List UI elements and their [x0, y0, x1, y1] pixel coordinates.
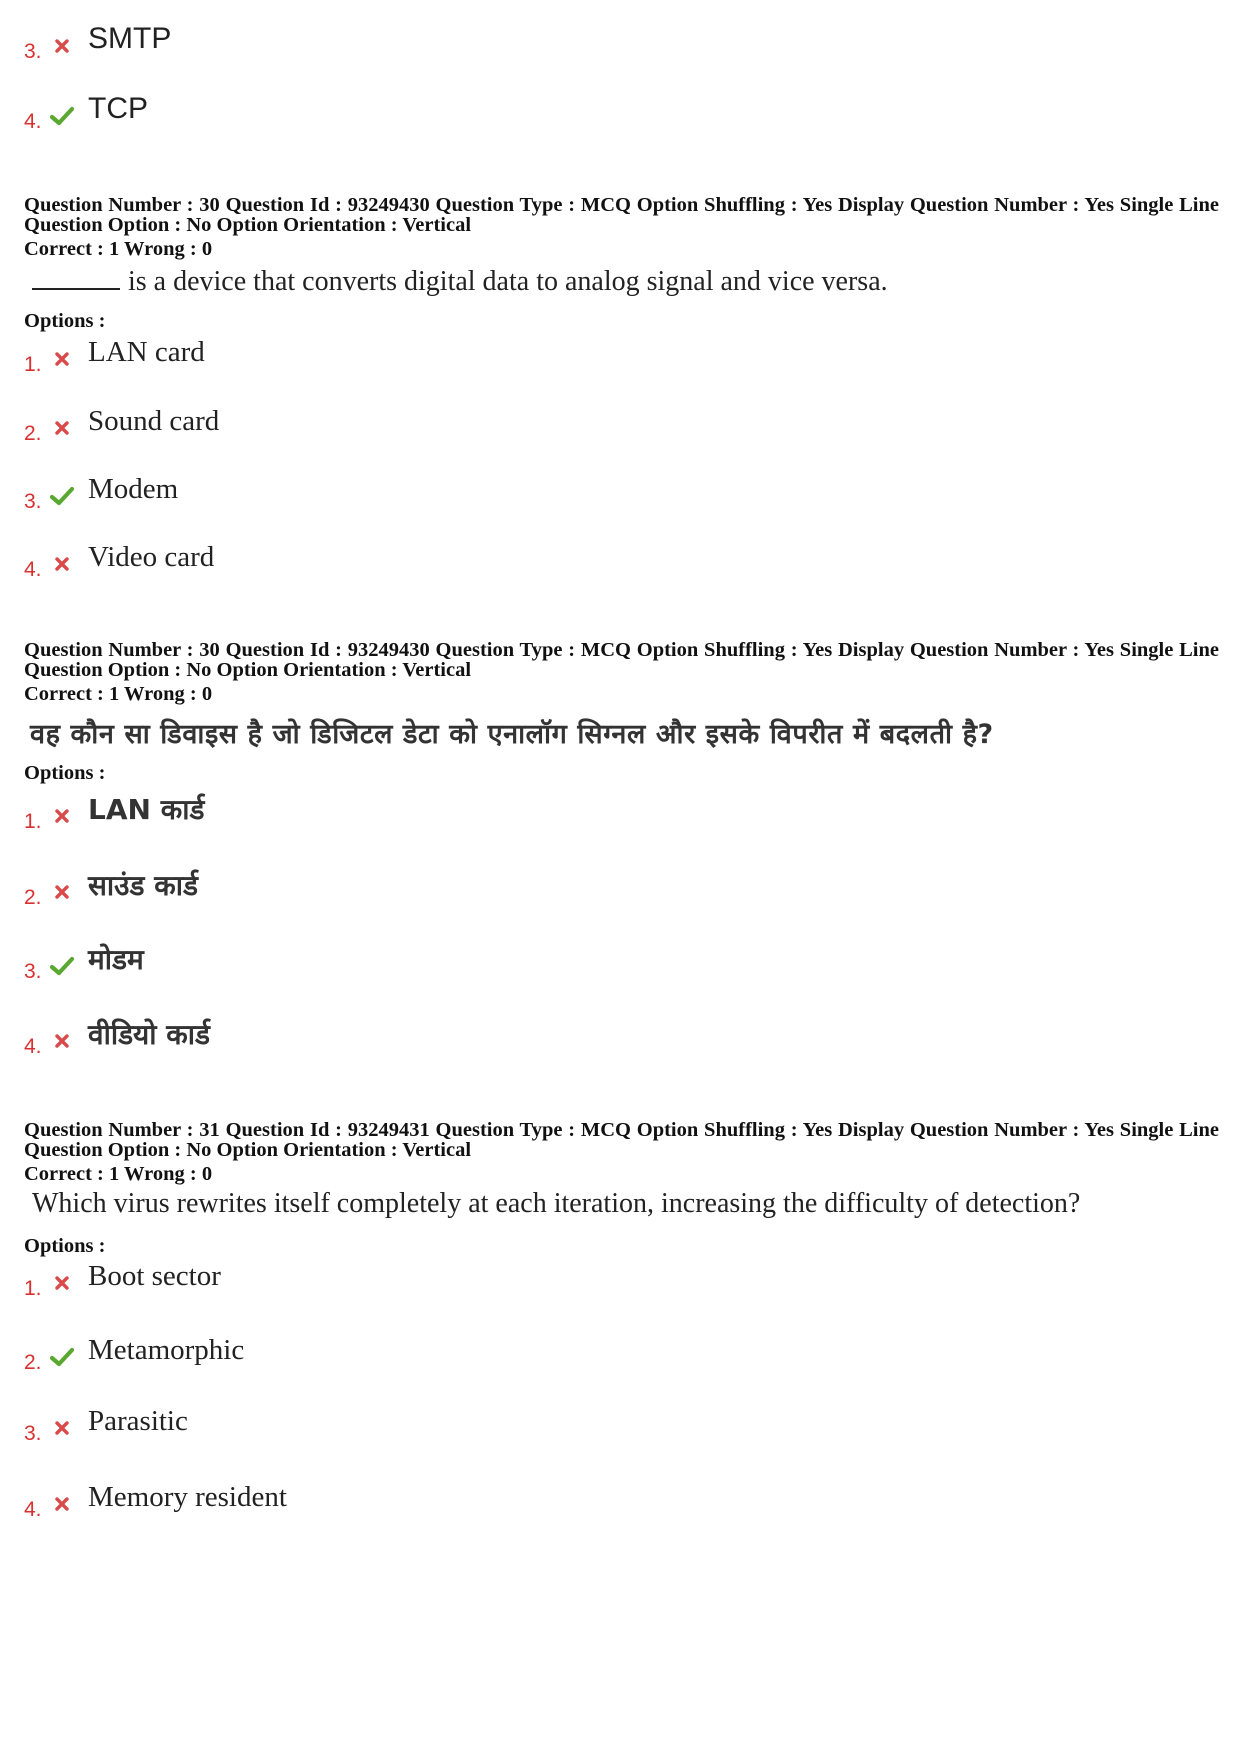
- option-text: TCP: [88, 92, 148, 125]
- cross-icon: [48, 414, 76, 442]
- option-row: [24, 470, 178, 514]
- option-text: Boot sector: [88, 1260, 221, 1292]
- question-score: Correct : 1 Wrong : 0: [24, 1163, 213, 1185]
- option-number: 3.: [24, 1422, 42, 1445]
- cross-icon: [48, 550, 76, 578]
- options-label: Options :: [24, 762, 106, 784]
- option-row: [24, 1478, 287, 1522]
- checkmark-icon: [48, 102, 76, 130]
- question-meta: Question Number : 30 Question Id : 93249430 Question Type : MCQ Option Shuffling : Yes Display Question Number : Yes Single Line Question Option : No Option Orientation : Vertical: [24, 194, 1219, 236]
- cross-icon: [48, 802, 76, 830]
- question-score: Correct : 1 Wrong : 0: [24, 683, 213, 705]
- cross-icon: [48, 878, 76, 906]
- option-number: 2.: [24, 1351, 42, 1374]
- cross-icon: [48, 345, 76, 373]
- option-text: वीडियो कार्ड: [88, 1018, 211, 1051]
- option-number: 4.: [24, 1498, 42, 1521]
- option-row: [24, 790, 204, 834]
- option-row: [24, 1257, 221, 1301]
- option-row: [24, 1015, 210, 1059]
- option-number: 1.: [24, 353, 42, 376]
- question-text: Which virus rewrites itself completely at each iteration, increasing the difficulty of detection?: [32, 1188, 1081, 1219]
- option-number: 1.: [24, 1277, 42, 1300]
- option-number: 2.: [24, 422, 42, 445]
- cross-icon: [48, 1027, 76, 1055]
- option-number: 3.: [24, 490, 42, 513]
- option-number: 4.: [24, 558, 42, 581]
- option-number: 3.: [24, 960, 42, 983]
- option-text: Memory resident: [88, 1481, 287, 1513]
- option-text: मोडम: [88, 943, 144, 976]
- option-text: SMTP: [88, 22, 172, 55]
- checkmark-icon: [48, 1343, 76, 1371]
- question-meta: Question Number : 31 Question Id : 93249431 Question Type : MCQ Option Shuffling : Yes Display Question Number : Yes Single Line Question Option : No Option Orientation : Vertical: [24, 1119, 1219, 1161]
- options-label: Options :: [24, 310, 106, 332]
- cross-icon: [48, 1490, 76, 1518]
- option-row: [24, 866, 198, 910]
- question-text-content: is a device that converts digital data to analog signal and vice versa.: [128, 266, 888, 297]
- option-number: 3.: [24, 40, 42, 63]
- cross-icon: [48, 1414, 76, 1442]
- question-score: Correct : 1 Wrong : 0: [24, 238, 213, 260]
- checkmark-icon: [48, 952, 76, 980]
- option-text: Metamorphic: [88, 1334, 245, 1366]
- option-text: Parasitic: [88, 1405, 188, 1437]
- option-number: 4.: [24, 1035, 42, 1058]
- option-number: 4.: [24, 110, 42, 133]
- option-row: [24, 20, 171, 64]
- option-row: [24, 538, 214, 582]
- options-label: Options :: [24, 1235, 106, 1257]
- cross-icon: [48, 1269, 76, 1297]
- option-text: LAN card: [88, 336, 205, 368]
- checkmark-icon: [48, 482, 76, 510]
- question-text: [32, 264, 888, 298]
- question-meta: Question Number : 30 Question Id : 93249430 Question Type : MCQ Option Shuffling : Yes Display Question Number : Yes Single Line Question Option : No Option Orientation : Vertical: [24, 639, 1219, 681]
- option-text: Video card: [88, 541, 215, 573]
- option-number: 2.: [24, 886, 42, 909]
- option-text: LAN कार्ड: [88, 793, 205, 826]
- question-text: वह कौन सा डिवाइस है जो डिजिटल डेटा को एनालॉग सिग्नल और इसके विपरीत में बदलती है?: [30, 719, 994, 750]
- option-row: [24, 1402, 188, 1446]
- option-text: Modem: [88, 473, 179, 505]
- option-text: साउंड कार्ड: [88, 869, 198, 902]
- fill-blank: [32, 264, 120, 290]
- option-row: [24, 1331, 244, 1375]
- option-row: [24, 940, 144, 984]
- cross-icon: [48, 32, 76, 60]
- option-number: 1.: [24, 810, 42, 833]
- option-row: [24, 333, 205, 377]
- option-row: [24, 402, 219, 446]
- option-text: Sound card: [88, 405, 220, 437]
- option-row: [24, 90, 148, 134]
